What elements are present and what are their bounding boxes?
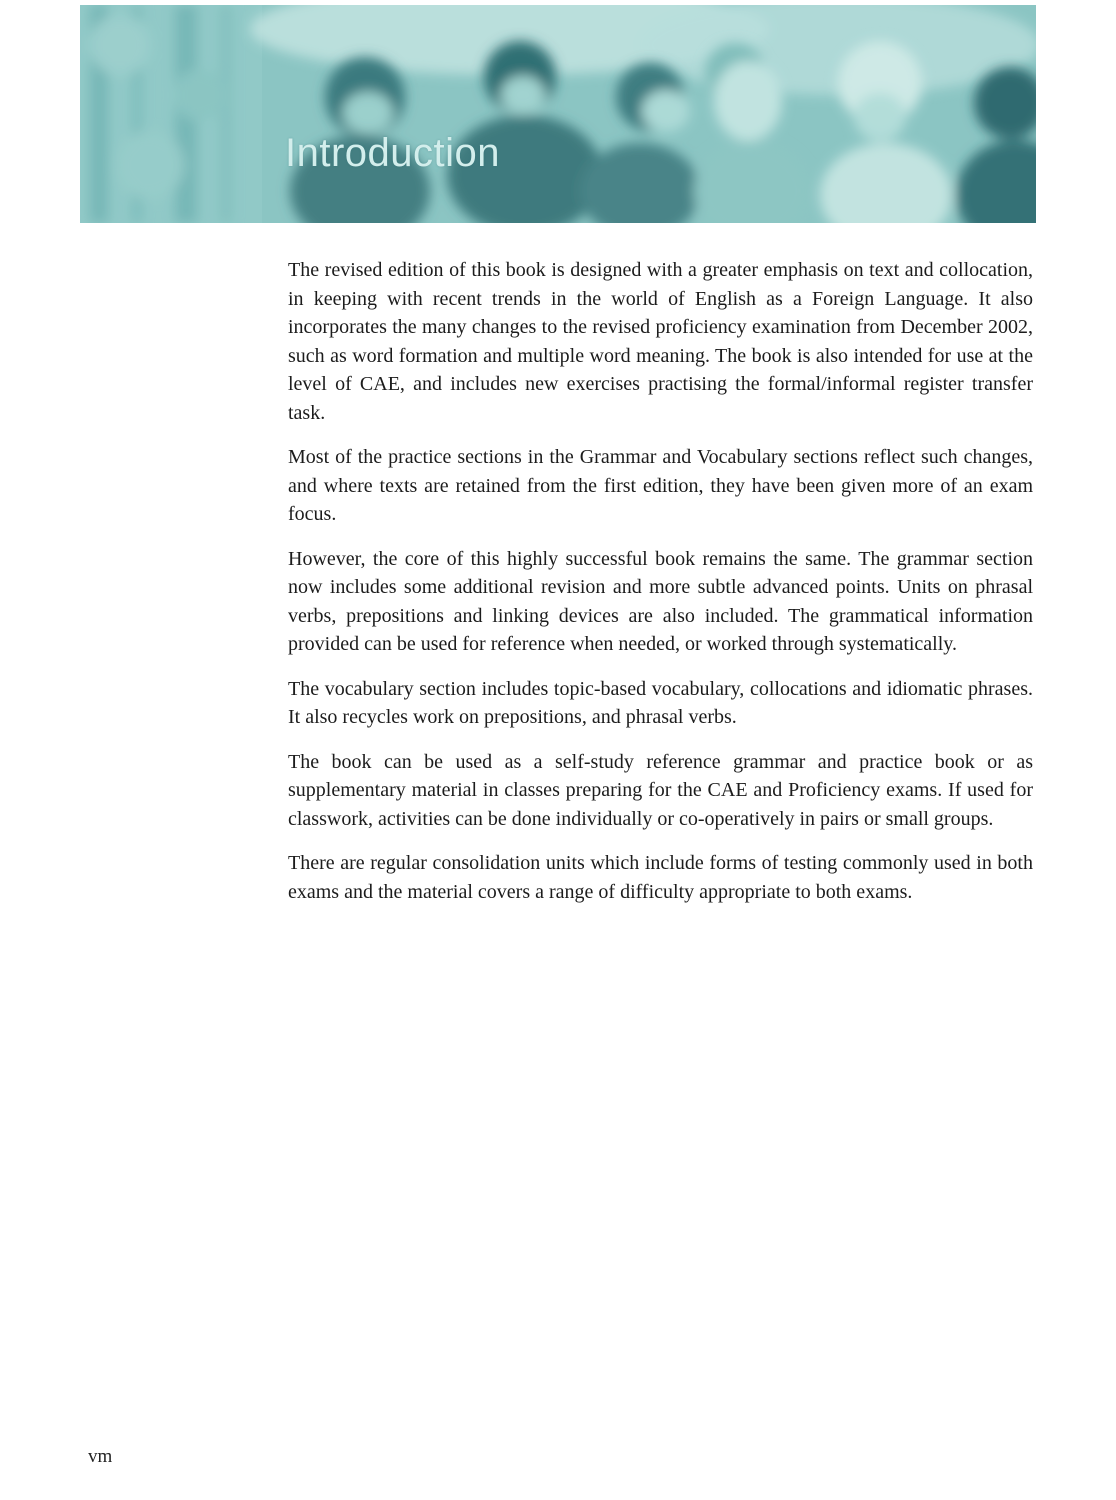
- page-number: vm: [88, 1446, 113, 1467]
- chapter-banner: [80, 5, 1036, 223]
- body-paragraph: There are regular consolidation units which include forms of testing commonly used in both exams and the material covers a range of difficulty appropriate to both exams.: [288, 852, 1033, 903]
- body-paragraph: However, the core of this highly successful book remains the same. The grammar section now includes some additional revision and more subtle advanced points. Units on phrasal verbs, prepositions and linking devices are also included. The grammatical information provided can be used for reference when needed, or worked through systematically.: [288, 547, 1033, 655]
- body-paragraph: The book can be used as a self-study reference grammar and practice book or as supplementary material in classes preparing for the CAE and Proficiency exams. If used for classwork, activities can be done individually or co-operatively in pairs or small groups.: [288, 750, 1033, 830]
- body-paragraph: The revised edition of this book is designed with a greater emphasis on text and collocation, in keeping with recent trends in the world of English as a Foreign Language. It also incorporates the many changes to the revised proficiency examination from December 2002, such as word formation and multiple word meaning. The book is also intended for use at the level of CAE, and includes new exercises practising the formal/informal register transfer task.: [288, 259, 1033, 424]
- chapter-title: Introduction: [285, 131, 501, 175]
- body-text: [288, 256, 1033, 922]
- body-paragraph: The vocabulary section includes topic-based vocabulary, collocations and idiomatic phrases. It also recycles work on prepositions, and phrasal verbs.: [288, 677, 1033, 728]
- banner-photo: [80, 5, 1036, 223]
- body-paragraph: Most of the practice sections in the Grammar and Vocabulary sections reflect such changes, and where texts are retained from the first edition, they have been given more of an exam focus.: [288, 446, 1033, 525]
